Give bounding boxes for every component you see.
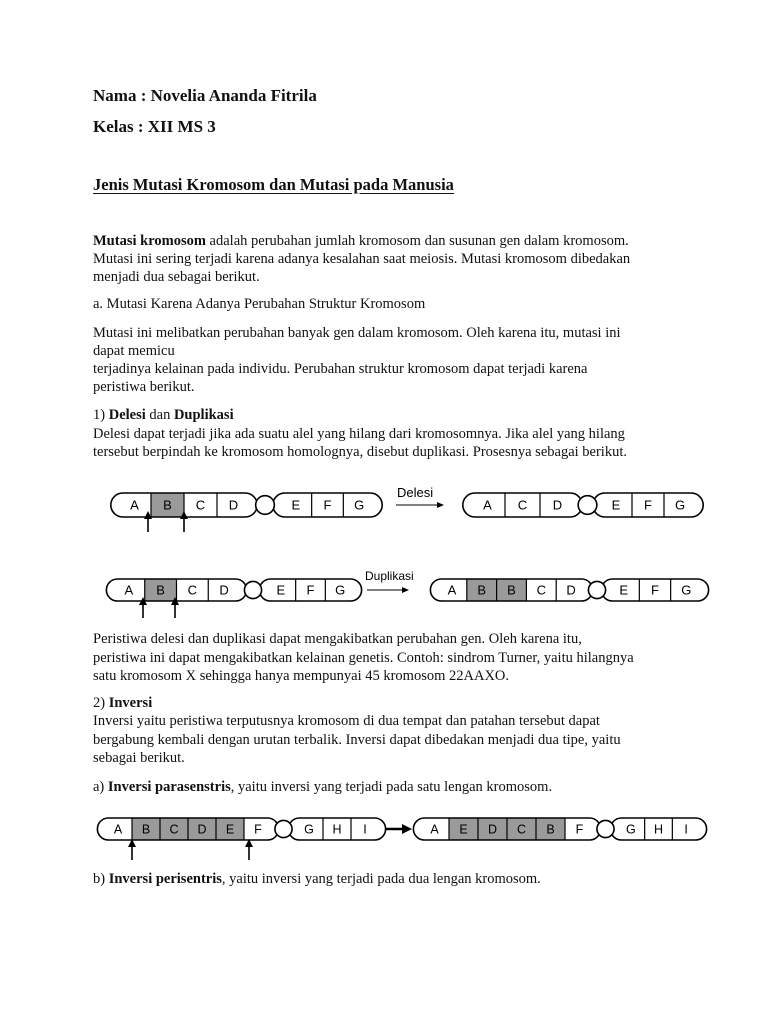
perisentris-text: , yaitu inversi yang terjadi pada dua lengan kromosom. — [221, 871, 541, 887]
gene-label: C — [169, 822, 179, 837]
gene-label: A — [113, 822, 123, 837]
gene-label: F — [651, 582, 659, 598]
gene-label: I — [684, 822, 688, 837]
delesi-num: 1) — [93, 407, 109, 423]
section-a-line-2: dapat memicu — [93, 343, 175, 359]
effect-line-1: Peristiwa delesi dan duplikasi dapat mengakibatkan perubahan gen. Oleh karena itu, — [93, 631, 582, 647]
gene-label: B — [477, 582, 487, 598]
student-name: Nama : Novelia Ananda Fitrila — [93, 86, 317, 105]
inversi-num: 2) — [93, 695, 109, 711]
perisentris-line — [93, 870, 541, 888]
inversi-line-3: sebagai berikut. — [93, 750, 185, 766]
gene-label: G — [674, 497, 686, 513]
delesi-term: Delesi — [108, 407, 146, 423]
parasentris-term: Inversi parasenstris — [107, 779, 231, 795]
gene-label: C — [516, 822, 527, 837]
intro-line-2: Mutasi ini sering terjadi karena adanya kesalahan saat meiosis. Mutasi kromosom dibedakan — [93, 251, 631, 267]
gene-label: A — [130, 497, 139, 513]
gene-label: B — [507, 582, 516, 598]
centromere — [275, 820, 292, 837]
intro-term: Mutasi kromosom — [93, 233, 206, 249]
gene-label: D — [219, 582, 229, 598]
perisentris-term: Inversi perisentris — [108, 871, 222, 887]
inversi-line-2: bergabung kembali dengan urutan terbalik. Inversi dapat dibedakan menjadi dua tipe, yaitu — [93, 732, 621, 748]
gene-label: A — [430, 822, 439, 837]
delesi-before-chromosome — [111, 493, 382, 517]
section-a-line-1: Mutasi ini melibatkan perubahan banyak gen dalam kromosom. Oleh karena itu, mutasi ini — [93, 325, 621, 341]
inversi-diagram — [0, 810, 768, 865]
perisentris-prefix: b) — [93, 871, 109, 887]
inversi-arrow-right — [385, 824, 412, 834]
delesi-heading — [93, 406, 234, 424]
duplikasi-before-chromosome — [106, 579, 361, 601]
centromere — [597, 820, 614, 837]
gene-label: D — [566, 582, 576, 598]
gene-label: G — [304, 822, 314, 837]
gene-label: A — [483, 497, 492, 513]
inversi-arrows — [128, 839, 253, 860]
gene-label: H — [332, 822, 342, 837]
centromere — [588, 581, 605, 598]
gene-label: F — [644, 497, 652, 513]
gene-label: G — [681, 582, 692, 598]
inversi-heading — [93, 694, 152, 712]
inversi-line-1: Inversi yaitu peristiwa terputusnya kromosom di dua tempat dan patahan tersebut dapat — [93, 713, 600, 729]
centromere — [244, 581, 261, 598]
gene-label: C — [517, 497, 528, 513]
duplikasi-label: Duplikasi — [365, 569, 414, 583]
delesi-label: Delesi — [397, 485, 434, 500]
delesi-conj: dan — [145, 407, 174, 423]
inversi-before-chromosome — [97, 818, 385, 840]
gene-label: E — [276, 582, 286, 598]
intro-line-3: menjadi dua sebagai berikut. — [93, 269, 260, 285]
delesi-arrow-right — [396, 502, 444, 508]
gene-label: E — [459, 822, 468, 837]
gene-label: F — [575, 822, 584, 837]
gene-label: D — [197, 822, 207, 837]
parasentris-prefix: a) — [93, 779, 108, 795]
delesi-line-2: tersebut berpindah ke kromosom homolognya, disebut duplikasi. Prosesnya sebagai berikut. — [93, 444, 627, 460]
gene-label: B — [156, 582, 165, 598]
gene-label: D — [228, 497, 239, 513]
gene-label: A — [447, 582, 457, 598]
gene-label: D — [552, 497, 563, 513]
delesi-diagram — [0, 480, 768, 540]
gene-label: C — [536, 582, 546, 598]
gene-label: E — [611, 497, 621, 513]
gene-label: D — [487, 822, 498, 837]
page-title: Jenis Mutasi Kromosom dan Mutasi pada Manusia — [93, 175, 454, 194]
section-a-line-3: terjadinya kelainan pada individu. Perubahan struktur kromosom dapat terjadi karena — [93, 361, 588, 377]
delesi-line-1: Delesi dapat terjadi jika ada suatu alel yang hilang dari kromosomnya. Jika alel yang hilang — [93, 426, 625, 442]
centromere — [578, 496, 597, 515]
gene-label: C — [187, 582, 198, 598]
gene-label: F — [306, 582, 315, 598]
duplikasi-term: Duplikasi — [173, 407, 234, 423]
gene-label: A — [124, 582, 134, 598]
delesi-after-chromosome — [463, 493, 703, 517]
parasentris-text: , yaitu inversi yang terjadi pada satu lengan kromosom. — [230, 779, 553, 795]
gene-label: E — [619, 582, 629, 598]
inversi-term: Inversi — [108, 695, 153, 711]
duplikasi-after-chromosome — [430, 579, 708, 601]
gene-label: E — [291, 497, 301, 513]
centromere — [256, 496, 275, 515]
gene-label: I — [363, 822, 367, 837]
gene-label: B — [546, 822, 555, 837]
parasentris-line — [93, 778, 552, 796]
intro-line-1 — [93, 232, 629, 250]
gene-label: G — [354, 497, 365, 513]
gene-label: H — [653, 822, 664, 837]
effect-line-3: satu kromosom X sehingga hanya mempunyai 45 kromosom 22AAXO. — [93, 668, 510, 684]
section-a-heading: a. Mutasi Karena Adanya Perubahan Struktur Kromosom — [93, 296, 426, 312]
duplikasi-arrow-right — [367, 587, 409, 593]
gene-label: G — [335, 582, 346, 598]
gene-label: B — [163, 497, 172, 513]
section-a-line-4: peristiwa berikut. — [93, 379, 195, 395]
intro-line-1-text: adalah perubahan jumlah kromosom dan susunan gen dalam kromosom. — [205, 233, 629, 249]
inversi-after-chromosome — [413, 818, 706, 840]
gene-label: E — [225, 822, 235, 837]
effect-line-2: peristiwa ini dapat mengakibatkan kelainan genetis. Contoh: sindrom Turner, yaitu hilangnya — [93, 650, 634, 666]
gene-label: C — [195, 497, 206, 513]
student-class: Kelas : XII MS 3 — [93, 117, 216, 136]
gene-label: F — [254, 822, 262, 837]
gene-label: B — [141, 822, 151, 837]
gene-label: F — [323, 497, 332, 513]
gene-label: G — [625, 822, 636, 837]
duplikasi-diagram — [0, 566, 768, 626]
